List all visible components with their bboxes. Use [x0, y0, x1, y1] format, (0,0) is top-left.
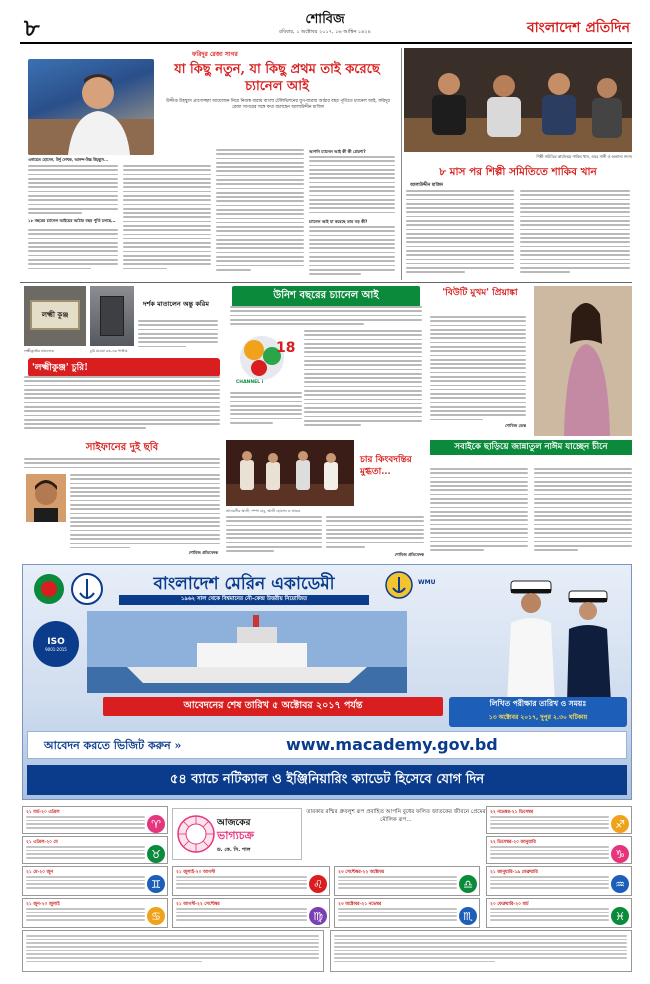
- lakshmi-body: [24, 376, 220, 436]
- ad-flag-emblem: [33, 573, 65, 605]
- marine-academy-ad: [22, 564, 632, 800]
- section-title: শোবিজ: [305, 12, 345, 27]
- ad-iso-text: ISO: [47, 636, 65, 647]
- horoscope-title-2: ভাগ্যচক্র: [217, 829, 254, 842]
- leo-icon: ♌: [309, 875, 327, 893]
- sign-range-2: ২১ এপ্রিল-২০ মে: [26, 840, 58, 845]
- sign-box-mesh: [22, 806, 168, 834]
- ad-title: বাংলাদেশ মেরিন একাডেমী: [153, 574, 335, 594]
- scorpio-icon: ♏: [459, 907, 477, 925]
- sign-range-4: ২১ জুন-২০ জুলাই: [26, 902, 60, 907]
- aries-icon: ♈: [147, 815, 165, 833]
- ad-website-link[interactable]: www.macademy.gov.bd: [286, 735, 498, 754]
- sign-box-meen: [486, 898, 632, 928]
- sign-range-6: ২১ আগস্ট-২২ সেপ্টেম্বর: [176, 902, 220, 907]
- shakib-story: [404, 48, 632, 280]
- horoscope-footer-left: [22, 930, 324, 972]
- lakshmi-caption-2: চুরি যাওয়া রঙ-এর পাঞ্জাম: [90, 349, 128, 353]
- films-headline: সাইফানের দুই ছবি: [85, 442, 159, 453]
- beauty-byline: শোবিজ ডেস্ক: [505, 423, 526, 428]
- lakshmi-tag: দর্শক মাতালেন অন্তু করিম: [143, 300, 209, 308]
- beauty-body: [430, 316, 526, 432]
- virgo-icon: ♍: [309, 907, 327, 925]
- channel-i-headline: উনিশ বছরের চ্যানেল আই: [232, 286, 420, 307]
- ad-academy-emblem: [71, 573, 103, 605]
- saithin-portrait-photo: [26, 474, 66, 522]
- sign-range-12: ২০ ফেব্রুয়ারি-২০ মার্চ: [490, 902, 529, 907]
- lead-photo-caption: এনায়েত হোসেন, উর্দু লেখক, আনন্দ-উচ্চ উচ্ছ্বাস...: [28, 157, 109, 162]
- gemini-icon: ♊: [147, 875, 165, 893]
- sign-box-mithun: [22, 866, 168, 896]
- lakshmi-story: [22, 286, 222, 436]
- sign-box-singha: [172, 866, 330, 896]
- legends-body-1: [226, 516, 322, 560]
- libra-icon: ♎: [459, 875, 477, 893]
- horoscope-author: ড. কে. সি. পাল: [217, 847, 251, 853]
- masthead: [20, 8, 632, 42]
- channel-i-intro: [230, 306, 422, 328]
- sign-range-9: ২২ নভেম্বর-২১ ডিসেম্বর: [490, 810, 534, 815]
- naim-feature: [430, 440, 632, 560]
- taurus-icon: ♉: [147, 845, 165, 863]
- sign-box-kanya: [172, 898, 330, 928]
- pisces-icon: ♓: [611, 907, 629, 925]
- lead-intro: উদ্দীপ্ত উচ্ছ্বাস প্রাণোচ্ছল আয়োজন নিয়ে নিজস্ব ধারায় বাংলা টেলিভিশনের যুগ-যাত্রায় আঠার বছর পূর্তিতে চ্যানেল আই, ফরিদুর রেজা সাগরের সঙ্গে কথা বলেছেন আলাউদ্দীন মাজিদ: [166, 99, 390, 110]
- sign-range-11: ২১ জানুয়ারি-১৯ ফেব্রুয়ারি: [490, 870, 538, 875]
- ad-iso-badge: [33, 621, 79, 667]
- sign-range-10: ২২ ডিসেম্বর-২০ জানুয়ারি: [490, 840, 536, 845]
- section-rule: [20, 282, 632, 283]
- films-body: [70, 474, 220, 554]
- films-body-top: [24, 458, 220, 472]
- ad-website-bar: [27, 731, 627, 759]
- capricorn-icon: ♑: [611, 845, 629, 863]
- lead-col-1: [28, 165, 118, 277]
- ad-slogan: ৫৪ ব্যাচে নটিক্যাল ও ইঞ্জিনিয়ারিং ক্যাডেট হিসেবে যোগ দিন: [27, 765, 627, 795]
- cancer-icon: ♋: [147, 907, 165, 925]
- legends-byline: শোবিজ প্রতিবেদক: [394, 552, 424, 557]
- lead-headline: যা কিছু নতুন, যা কিছু প্রথম তাই করেছে চ্যানেল আই: [174, 62, 380, 94]
- lead-question-2: আপনি চ্যানেল আই কী কী প্রেরণা?: [309, 149, 366, 154]
- beauty-headline: 'বিউটি মুখম' প্রিয়াঙ্কা: [442, 288, 518, 298]
- lead-col-2: [123, 165, 211, 277]
- shakib-group-photo: [404, 48, 632, 152]
- sagittarius-icon: ♐: [611, 815, 629, 833]
- legends-caption: আলমগীর আলী, শম্পা বাবু, আলী হোসেন ও আরও: [226, 509, 301, 513]
- lead-byline: ফরিদুর রেজা সাগর: [192, 51, 238, 58]
- sign-range-3: ২১ মে-২০ জুন: [26, 870, 54, 875]
- ad-exam-date: ১৩ অক্টোবর ২০১৭, দুপুর ২.৩০ ঘটিকায়: [488, 714, 588, 721]
- sign-box-makar: [486, 836, 632, 864]
- naim-body-1: [430, 468, 528, 558]
- horoscope-footer-right: [330, 930, 632, 972]
- sign-range-5: ২১ জুলাই-২০ আগস্ট: [176, 870, 216, 875]
- horoscope-title-block: [172, 808, 302, 860]
- sign-box-karkat: [22, 898, 168, 928]
- ad-apply-label: আবেদন করতে ভিজিট করুন »: [44, 739, 182, 752]
- page-number: ৮: [24, 13, 40, 42]
- sign-box-dhanu: [486, 806, 632, 834]
- shakib-headline: ৮ মাস পর শিল্পী সমিতিতে শাকিব খান: [439, 166, 597, 178]
- films-story: [22, 440, 222, 558]
- sign-box-brish: [22, 836, 168, 864]
- priyanka-photo: [534, 286, 632, 436]
- lead-question-1: ১৮ বছরের চ্যানেল আইয়ের আঠার বছর পূর্তি চলছে...: [28, 218, 116, 223]
- horoscope-intro-text: তারকার রশ্মির ধ্রুবলুশ রূপ প্রবাহিত আপনি বুধের ফলিত জাতকের জীবনে প্রেমের মৌলিক রূপ...: [306, 809, 486, 823]
- ad-ship-photo: [87, 611, 407, 693]
- lakshmi-nameplate-title: লক্ষ্মী কুঞ্জ: [41, 310, 69, 319]
- lakshmi-headline: 'লক্ষ্মীকুঞ্জ' চুরি!: [28, 358, 220, 377]
- ad-iso-sub: 9001:2015: [45, 646, 67, 652]
- legends-body-2: [326, 516, 424, 560]
- channel-i-story: [226, 286, 426, 438]
- naim-headline: সবাইকে ছাড়িয়ে জান্নাতুল নাঈম যাচ্ছেন চীনে: [430, 440, 632, 455]
- sign-box-kumbha: [486, 866, 632, 896]
- lakshmi-tag-body: [138, 320, 218, 352]
- horoscope-section: [22, 806, 632, 976]
- lead-story: [22, 49, 399, 281]
- horoscope-title-1: আজকের: [217, 818, 251, 828]
- issue-date: রবিবার, ১ অক্টোবর ২০১৭, ১৬ আশ্বিন ১৪২৪: [279, 29, 371, 35]
- column-divider: [401, 48, 402, 280]
- legends-headline: চার কিংবদন্তির মুগ্ধতা...: [360, 455, 412, 477]
- shakib-byline: আলাউদ্দীন মাজিদ: [410, 183, 443, 188]
- lead-col-3: [216, 149, 304, 277]
- ad-exam-label: লিখিত পরীক্ষার তারিখ ও সময়ঃ: [489, 699, 587, 708]
- channel-i-logo-label: CHANNEL i: [236, 380, 264, 385]
- sign-box-tula: [334, 866, 480, 896]
- sign-box-brishchik: [334, 898, 480, 928]
- lead-col-4: [309, 149, 395, 277]
- ad-cadets-photo: [493, 567, 631, 703]
- lakshmi-caption-1: লক্ষ্মীকুঞ্জের নামফলক: [24, 349, 54, 353]
- lead-portrait-photo: [28, 59, 154, 155]
- ad-exam-box: [449, 697, 627, 727]
- ad-partner-emblem: [385, 571, 413, 599]
- legends-story: [226, 440, 426, 560]
- films-credit: শোবিজ প্রতিবেদক: [188, 550, 218, 555]
- ad-deadline: আবেদনের শেষ তারিখ ৫ অক্টোবর ২০১৭ পর্যন্ত: [103, 697, 443, 716]
- sign-range-8: ২৩ অক্টোবর-২১ নভেম্বর: [338, 902, 382, 907]
- shakib-col-1: [406, 190, 514, 278]
- paper-name: বাংলাদেশ প্রতিদিন: [526, 20, 630, 36]
- shakib-col-2: [520, 190, 630, 278]
- ad-wmu-logo: WMU: [418, 579, 436, 586]
- channel-i-body: [304, 330, 422, 430]
- channel-i-18-logo: [234, 332, 300, 388]
- horoscope-intro: [306, 808, 486, 860]
- aquarius-icon: ♒: [611, 875, 629, 893]
- horoscope-wheel-icon: [177, 815, 215, 853]
- lakshmi-nameplate-photo: [24, 286, 86, 346]
- sign-range-1: ২১ মার্চ-২০ এপ্রিল: [26, 810, 60, 815]
- sign-range-7: ২৩ সেপ্টেম্বর-২২ অক্টোবর: [338, 870, 385, 875]
- lead-question-3: চ্যানেল আই যা করেছে তার বড় কী?: [309, 219, 368, 224]
- beauty-story: [430, 286, 632, 436]
- masthead-rule: [20, 42, 632, 44]
- channel-i-logo-number: 18: [276, 340, 296, 356]
- legends-concert-photo: [226, 440, 354, 506]
- lakshmi-house-photo: [90, 286, 134, 346]
- naim-body-2: [534, 468, 632, 558]
- ad-subtitle: ১৯৬২ সাল থেকে বিশ্বমানের নৌ-কেন্দ্র উত্তরীয় নিয়োজিত: [119, 595, 369, 605]
- shakib-photo-caption: শিল্পী সমিতির কার্যালয়ে শাকিব খান, ওমর সানী ও অন্যান্য সদস্য: [536, 154, 632, 159]
- channel-i-body-2: [230, 392, 302, 432]
